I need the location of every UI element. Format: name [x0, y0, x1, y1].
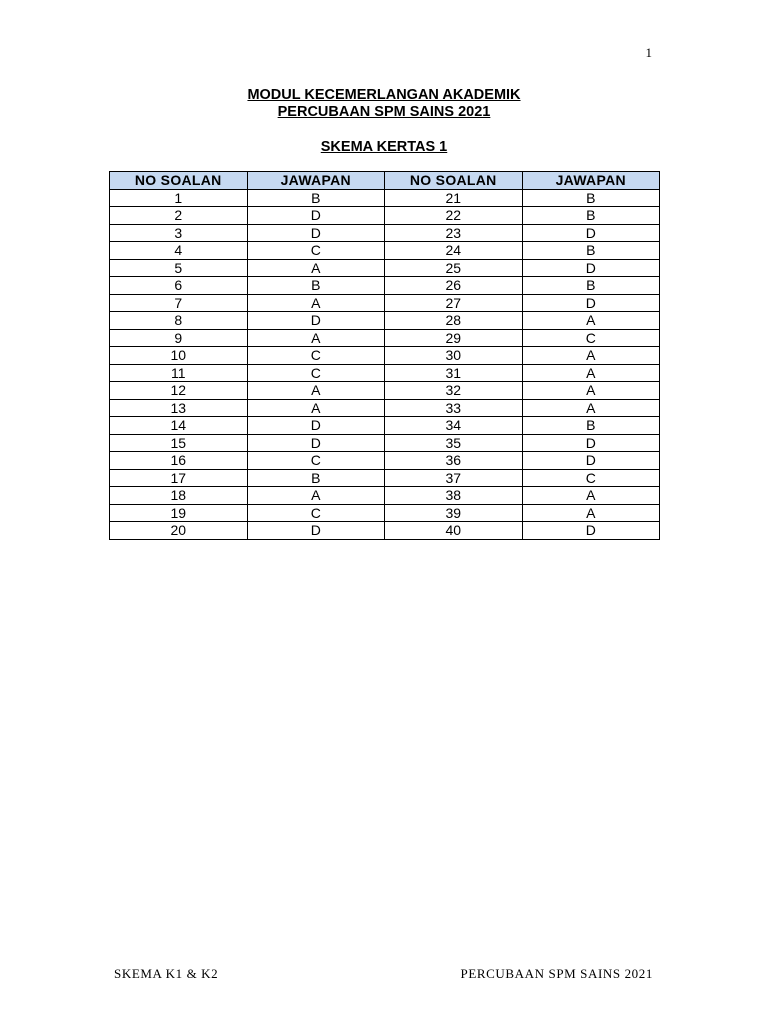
question-number-cell: 24: [385, 242, 523, 260]
answer-cell: A: [247, 399, 385, 417]
question-number-cell: 26: [385, 277, 523, 295]
answer-key-table: [109, 171, 660, 540]
answer-cell: B: [522, 207, 660, 225]
question-number-cell: 10: [110, 347, 248, 365]
question-number-cell: 13: [110, 399, 248, 417]
answer-cell: D: [522, 259, 660, 277]
question-number-cell: 15: [110, 434, 248, 452]
question-number-cell: 21: [385, 189, 523, 207]
header-question-number-2: NO SOALAN: [385, 172, 523, 190]
table-row: [110, 469, 660, 487]
answer-cell: D: [247, 434, 385, 452]
table-header-row: [110, 172, 660, 190]
question-number-cell: 22: [385, 207, 523, 225]
question-number-cell: 38: [385, 487, 523, 505]
answer-cell: A: [522, 364, 660, 382]
answer-cell: D: [247, 312, 385, 330]
question-number-cell: 30: [385, 347, 523, 365]
question-number-cell: 14: [110, 417, 248, 435]
document-title: MODUL KECEMERLANGAN AKADEMIK: [247, 87, 521, 103]
answer-cell: A: [522, 399, 660, 417]
answer-cell: A: [522, 347, 660, 365]
question-number-cell: 3: [110, 224, 248, 242]
question-number-cell: 17: [110, 469, 248, 487]
question-number-cell: 34: [385, 417, 523, 435]
table-row: [110, 347, 660, 365]
answer-cell: D: [247, 207, 385, 225]
answer-cell: D: [522, 224, 660, 242]
answer-cell: C: [247, 347, 385, 365]
question-number-cell: 39: [385, 504, 523, 522]
question-number-cell: 1: [110, 189, 248, 207]
question-number-cell: 40: [385, 522, 523, 540]
page-number: 1: [645, 45, 652, 60]
table-row: [110, 259, 660, 277]
question-number-cell: 27: [385, 294, 523, 312]
table-row: [110, 487, 660, 505]
question-number-cell: 25: [385, 259, 523, 277]
question-number-cell: 19: [110, 504, 248, 522]
answer-cell: B: [522, 189, 660, 207]
question-number-cell: 2: [110, 207, 248, 225]
answer-cell: D: [522, 434, 660, 452]
answer-cell: A: [247, 329, 385, 347]
header-answer-1: JAWAPAN: [247, 172, 385, 190]
answer-cell: A: [522, 504, 660, 522]
question-number-cell: 23: [385, 224, 523, 242]
table-row: [110, 242, 660, 260]
table-row: [110, 452, 660, 470]
question-number-cell: 4: [110, 242, 248, 260]
answer-cell: C: [522, 469, 660, 487]
question-number-cell: 37: [385, 469, 523, 487]
table-row: [110, 504, 660, 522]
answer-rows: [110, 189, 660, 539]
answer-cell: D: [522, 522, 660, 540]
question-number-cell: 18: [110, 487, 248, 505]
table-row: [110, 294, 660, 312]
question-number-cell: 8: [110, 312, 248, 330]
answer-cell: A: [247, 259, 385, 277]
question-number-cell: 20: [110, 522, 248, 540]
table-row: [110, 189, 660, 207]
answer-cell: A: [247, 294, 385, 312]
question-number-cell: 11: [110, 364, 248, 382]
question-number-cell: 5: [110, 259, 248, 277]
table-row: [110, 277, 660, 295]
answer-cell: C: [247, 364, 385, 382]
question-number-cell: 33: [385, 399, 523, 417]
answer-cell: A: [522, 382, 660, 400]
table-row: [110, 364, 660, 382]
answer-cell: D: [247, 417, 385, 435]
header-answer-2: JAWAPAN: [522, 172, 660, 190]
answer-cell: D: [247, 522, 385, 540]
footer-left: SKEMA K1 & K2: [114, 966, 219, 981]
answer-cell: B: [522, 277, 660, 295]
document-subtitle: PERCUBAAN SPM SAINS 2021: [277, 104, 491, 120]
answer-cell: B: [247, 277, 385, 295]
answer-cell: C: [247, 242, 385, 260]
footer-right: PERCUBAAN SPM SAINS 2021: [460, 966, 653, 981]
table-row: [110, 434, 660, 452]
question-number-cell: 31: [385, 364, 523, 382]
answer-cell: A: [247, 487, 385, 505]
answer-cell: C: [247, 452, 385, 470]
question-number-cell: 36: [385, 452, 523, 470]
question-number-cell: 12: [110, 382, 248, 400]
question-number-cell: 32: [385, 382, 523, 400]
table-row: [110, 207, 660, 225]
answer-cell: A: [522, 487, 660, 505]
question-number-cell: 16: [110, 452, 248, 470]
question-number-cell: 9: [110, 329, 248, 347]
header-question-number-1: NO SOALAN: [110, 172, 248, 190]
table-row: [110, 417, 660, 435]
answer-cell: D: [522, 294, 660, 312]
answer-cell: B: [522, 417, 660, 435]
answer-cell: B: [247, 469, 385, 487]
table-row: [110, 522, 660, 540]
answer-cell: A: [247, 382, 385, 400]
table-row: [110, 312, 660, 330]
answer-cell: A: [522, 312, 660, 330]
question-number-cell: 28: [385, 312, 523, 330]
answer-cell: D: [522, 452, 660, 470]
question-number-cell: 35: [385, 434, 523, 452]
answer-cell: C: [247, 504, 385, 522]
table-row: [110, 224, 660, 242]
table-row: [110, 329, 660, 347]
table-row: [110, 399, 660, 417]
question-number-cell: 7: [110, 294, 248, 312]
table-row: [110, 382, 660, 400]
answer-cell: D: [247, 224, 385, 242]
question-number-cell: 29: [385, 329, 523, 347]
section-title: SKEMA KERTAS 1: [320, 139, 448, 155]
answer-cell: C: [522, 329, 660, 347]
answer-cell: B: [522, 242, 660, 260]
question-number-cell: 6: [110, 277, 248, 295]
answer-cell: B: [247, 189, 385, 207]
